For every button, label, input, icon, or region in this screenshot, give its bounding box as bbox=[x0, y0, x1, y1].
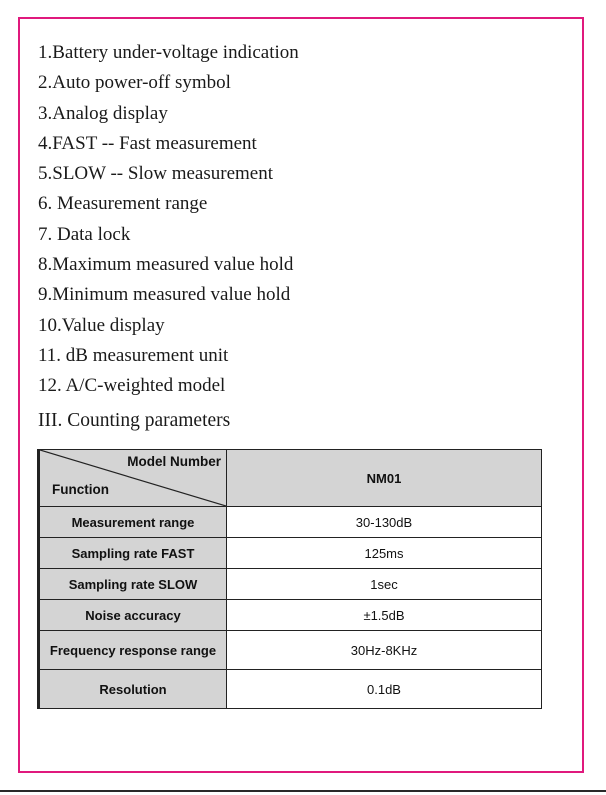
parameters-table bbox=[37, 449, 542, 709]
feature-item: 4.FAST -- Fast measurement bbox=[38, 132, 257, 154]
row-value: 125ms bbox=[227, 538, 542, 569]
row-value: 0.1dB bbox=[227, 670, 542, 709]
header-model-number-label: Model Number bbox=[127, 454, 221, 469]
section-heading: III. Counting parameters bbox=[38, 410, 231, 431]
table-header-row bbox=[39, 450, 542, 507]
feature-item: 9.Minimum measured value hold bbox=[38, 284, 291, 306]
bottom-rule bbox=[0, 790, 606, 792]
table-row bbox=[39, 507, 542, 538]
feature-item: 3.Analog display bbox=[38, 102, 168, 124]
table-row bbox=[39, 631, 542, 670]
row-value: 30-130dB bbox=[227, 507, 542, 538]
feature-item: 8.Maximum measured value hold bbox=[38, 254, 294, 276]
table-row bbox=[39, 670, 542, 709]
feature-item: 7. Data lock bbox=[38, 223, 131, 245]
row-label: Sampling rate FAST bbox=[39, 538, 227, 569]
header-model-cell: NM01 bbox=[227, 450, 542, 507]
feature-item: 1.Battery under-voltage indication bbox=[38, 42, 299, 63]
feature-list bbox=[38, 38, 299, 402]
row-label: Noise accuracy bbox=[39, 600, 227, 631]
table-header-diagonal-cell bbox=[39, 450, 227, 507]
row-label: Frequency response range bbox=[39, 631, 227, 670]
table-row bbox=[39, 538, 542, 569]
feature-item: 10.Value display bbox=[38, 314, 165, 336]
feature-item: 5.SLOW -- Slow measurement bbox=[38, 163, 273, 185]
row-label: Sampling rate SLOW bbox=[39, 569, 227, 600]
row-value: ±1.5dB bbox=[227, 600, 542, 631]
row-value: 30Hz-8KHz bbox=[227, 631, 542, 670]
feature-item: 2.Auto power-off symbol bbox=[38, 72, 231, 94]
row-label: Measurement range bbox=[39, 507, 227, 538]
table-row bbox=[39, 600, 542, 631]
row-value: 1sec bbox=[227, 569, 542, 600]
feature-item: 11. dB measurement unit bbox=[38, 344, 229, 366]
table-row bbox=[39, 569, 542, 600]
feature-item: 6. Measurement range bbox=[38, 193, 208, 215]
row-label: Resolution bbox=[39, 670, 227, 709]
header-function-label: Function bbox=[52, 482, 109, 497]
feature-item: 12. A/C-weighted model bbox=[38, 375, 226, 397]
